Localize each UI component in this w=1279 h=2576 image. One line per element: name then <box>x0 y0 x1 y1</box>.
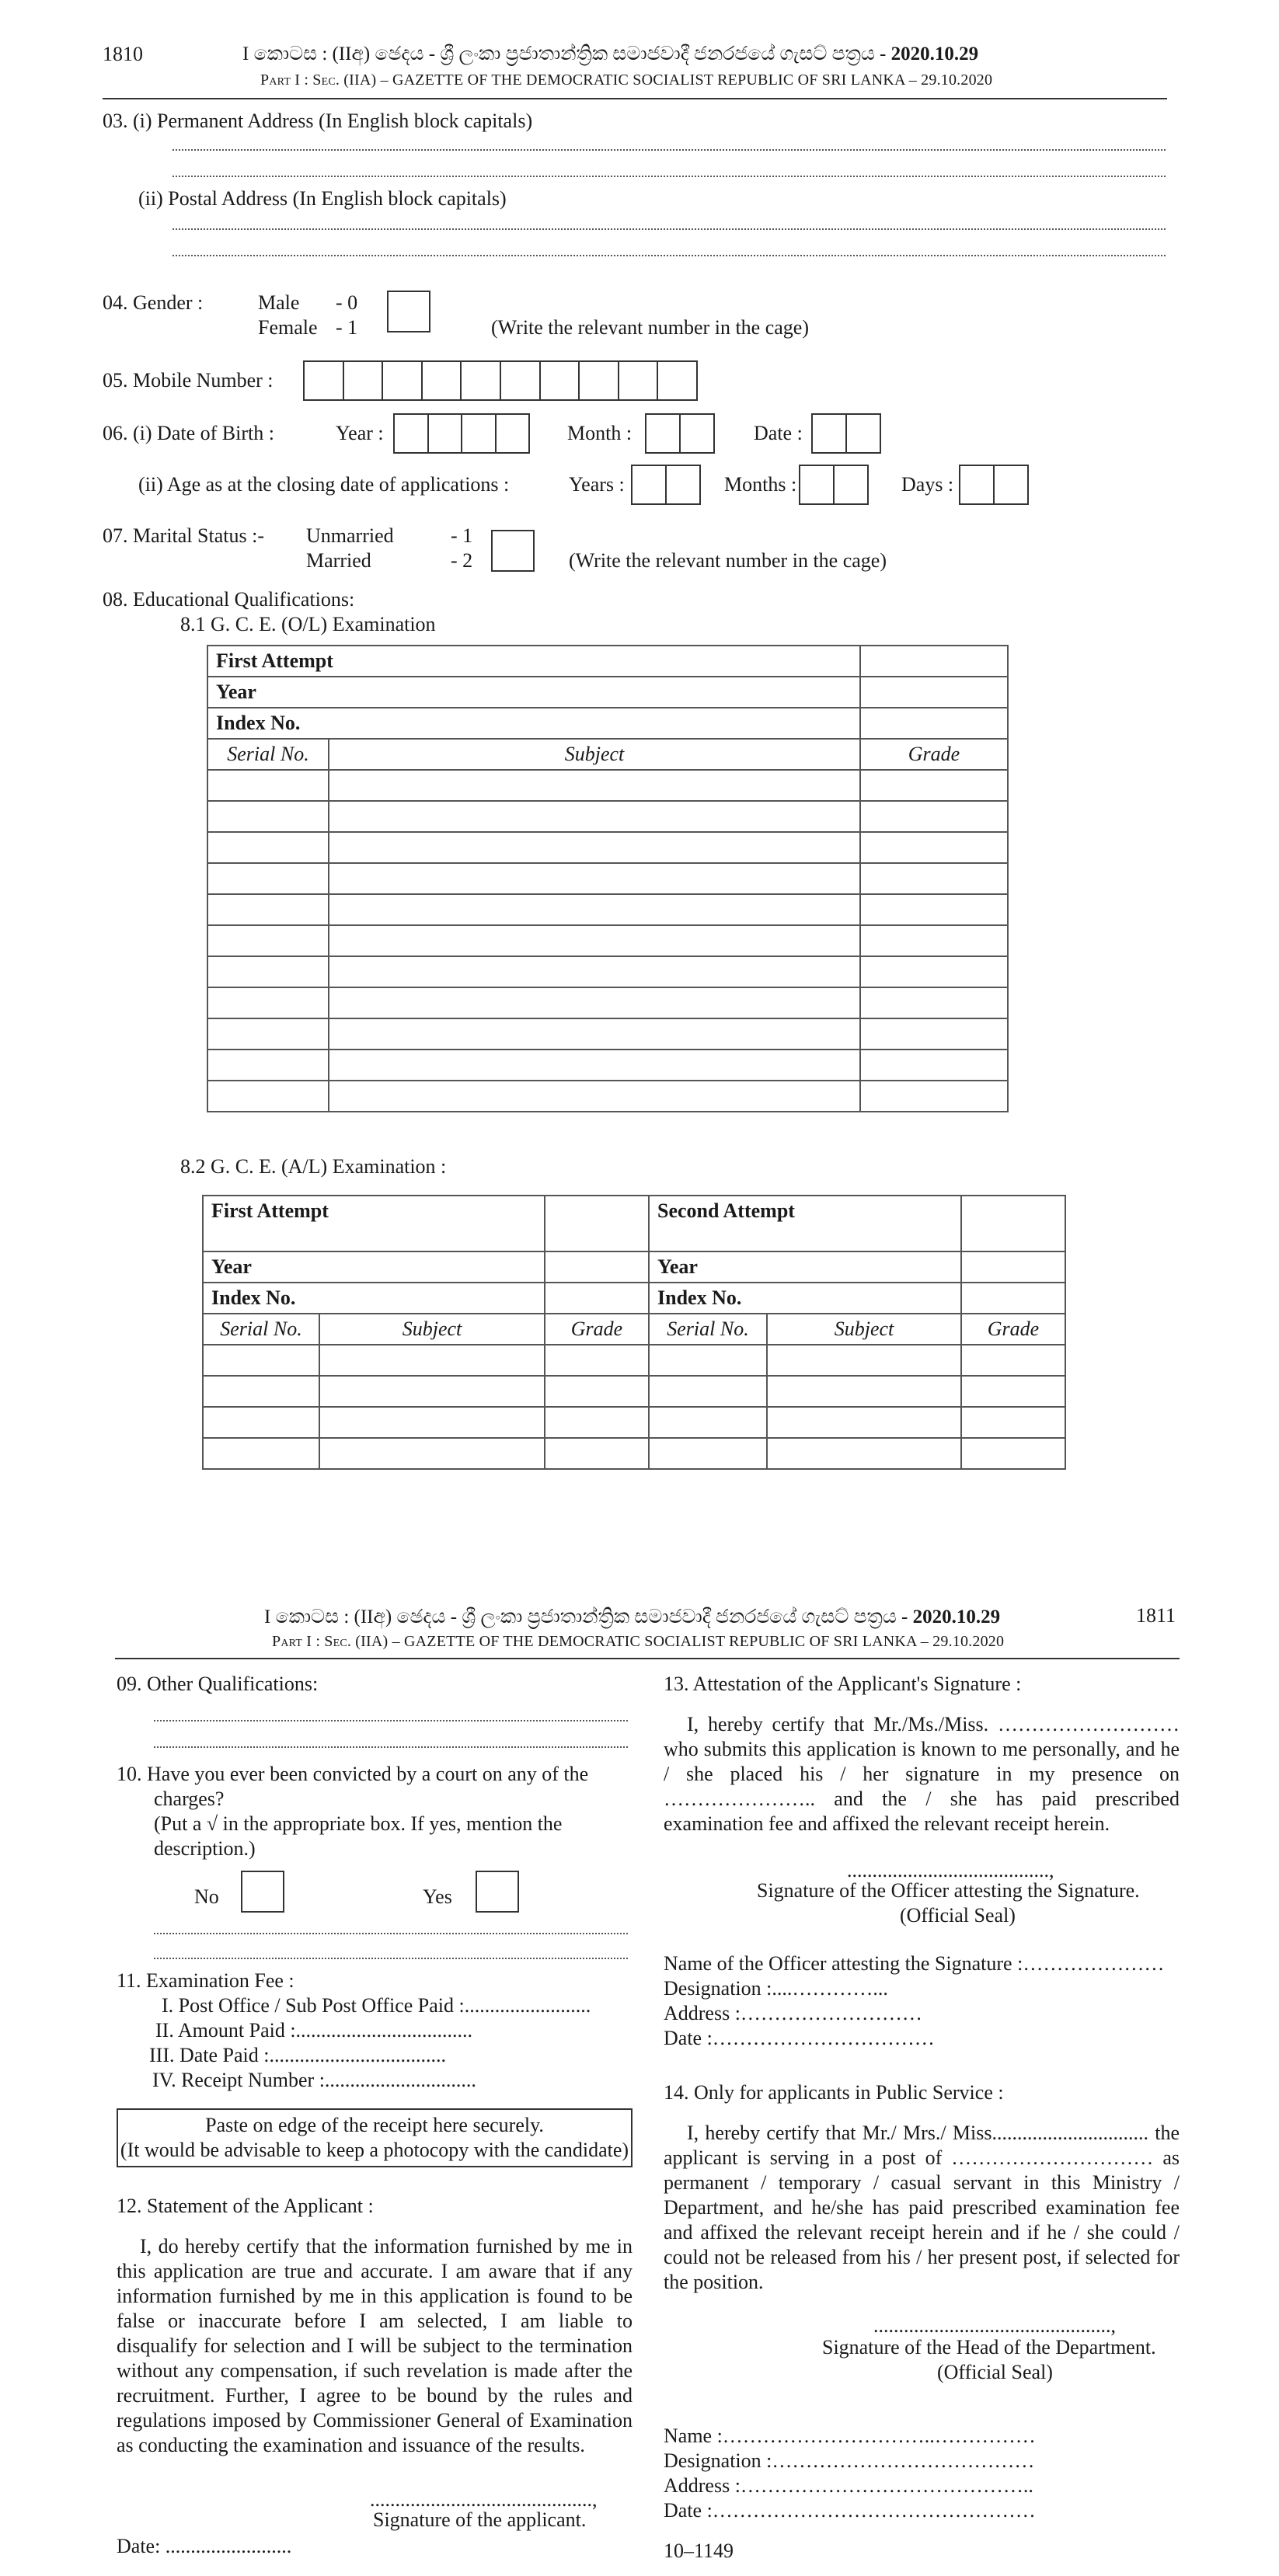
gender-female-code: - 1 <box>336 316 358 339</box>
applicant-signature-label: Signature of the applicant. <box>373 2508 587 2531</box>
receipt-instruction-1: Paste on edge of the receipt here securely. <box>205 2114 544 2136</box>
officer-name-field[interactable]: Name of the Officer attesting the Signature :………………… <box>664 1952 1165 1975</box>
q11-exam-fee-label: 11. Examination Fee : <box>117 1969 294 1992</box>
gender-male-code: - 0 <box>336 291 358 314</box>
al-table <box>202 1195 1066 1470</box>
al-serial-header-2: Serial No. <box>649 1314 767 1345</box>
age-days-label: Days : <box>901 473 954 496</box>
exam-fee-item-4: IV. Receipt Number :.............................. <box>152 2069 476 2091</box>
header-rule <box>103 98 1167 99</box>
gender-female-label: Female <box>258 316 318 339</box>
page-number-2: 1811 <box>1136 1604 1176 1627</box>
al-subject-header-1: Subject <box>319 1314 545 1345</box>
officer-designation-field[interactable]: Designation :....…………... <box>664 1977 888 2000</box>
permanent-address-line-2[interactable] <box>173 176 1166 177</box>
dob-date-label: Date : <box>754 422 803 444</box>
q07-marital-label: 07. Marital Status :- <box>103 524 264 547</box>
al-index-value-1[interactable] <box>545 1283 649 1314</box>
marital-married-code: - 2 <box>451 549 473 572</box>
table-row <box>207 1081 1008 1112</box>
q14-public-service-label: 14. Only for applicants in Public Service : <box>664 2081 1004 2104</box>
header-rule-2 <box>115 1658 1180 1659</box>
officer-address-field[interactable]: Address :……………………… <box>664 2002 922 2024</box>
ol-index-value[interactable] <box>860 708 1008 739</box>
al-subject-header-2: Subject <box>767 1314 961 1345</box>
head-official-seal: (Official Seal) <box>937 2361 1053 2383</box>
age-years-cells[interactable] <box>631 465 701 505</box>
ol-grade-header: Grade <box>860 739 1008 770</box>
footer-code: 10–1149 <box>664 2539 734 2562</box>
q12-statement-label: 12. Statement of the Applicant : <box>117 2195 374 2217</box>
other-qualifications-line-1[interactable] <box>154 1720 628 1721</box>
marital-note: (Write the relevant number in the cage) <box>569 549 887 572</box>
q10-line-2: charges? <box>154 1788 225 1810</box>
q10-line-3: (Put a √ in the appropriate box. If yes, mention the <box>154 1812 563 1835</box>
q03-permanent-address-label: 03. (i) Permanent Address (In English block capitals) <box>103 110 533 132</box>
al-serial-header-1: Serial No. <box>203 1314 319 1345</box>
officer-signature-label: Signature of the Officer attesting the Signature. <box>757 1879 1140 1902</box>
ol-subject-header: Subject <box>329 739 860 770</box>
receipt-paste-area[interactable] <box>117 2108 633 2167</box>
al-grade-header-2: Grade <box>961 1314 1065 1345</box>
page-number: 1810 <box>103 43 143 65</box>
applicant-signature-line[interactable]: ............................................, <box>370 2488 598 2511</box>
q12-statement-text: I, do hereby certify that the information furnished by me in this application are true and accurate. I am aware that if any information furnished by me in this application is found to be false or inaccurate before I am selected, I am liable to disqualify for selection and I will be subject to the termination without any compensation, if such revelation is made after the recruitment. Further, I agree to be bound by the rules and regulations imposed by Commissioner General of Examination as conducting the examination and issuance of the results. <box>117 2235 633 2456</box>
header-date-2: 2020.10.29 <box>912 1607 1001 1627</box>
age-months-label: Months : <box>724 473 797 496</box>
exam-fee-item-1: I. Post Office / Sub Post Office Paid :......................... <box>162 1994 591 2017</box>
officer-date-field[interactable]: Date :…………………………… <box>664 2027 935 2049</box>
age-years-label: Years : <box>569 473 625 496</box>
ol-first-attempt-value[interactable] <box>860 646 1008 677</box>
applicant-date-field[interactable]: Date: ......................... <box>117 2535 292 2557</box>
table-row <box>207 770 1008 801</box>
permanent-address-line-1[interactable] <box>173 149 1166 151</box>
table-row <box>207 863 1008 894</box>
ol-first-attempt-label: First Attempt <box>207 646 860 677</box>
head-signature-label: Signature of the Head of the Department. <box>822 2336 1156 2358</box>
q06-dob-label: 06. (i) Date of Birth : <box>103 422 274 444</box>
other-qualifications-line-2[interactable] <box>154 1746 628 1748</box>
ol-year-label: Year <box>207 677 860 708</box>
conviction-no-label: No <box>194 1885 219 1908</box>
q03-postal-address-label: (ii) Postal Address (In English block capitals) <box>138 187 507 210</box>
ol-table <box>207 645 1009 1112</box>
header-date: 2020.10.29 <box>890 44 979 64</box>
al-grade-header-1: Grade <box>545 1314 649 1345</box>
officer-signature-line[interactable]: ........................................, <box>847 1859 1054 1882</box>
dob-date-cells[interactable] <box>811 413 881 454</box>
al-first-attempt-label: First Attempt <box>203 1196 545 1251</box>
table-row <box>207 987 1008 1018</box>
dob-year-cells[interactable] <box>393 413 530 454</box>
al-year-value-1[interactable] <box>545 1251 649 1283</box>
al-exam-label: 8.2 G. C. E. (A/L) Examination : <box>180 1155 447 1178</box>
table-row <box>207 832 1008 863</box>
postal-address-line-2[interactable] <box>173 255 1166 256</box>
officer-official-seal: (Official Seal) <box>900 1904 1016 1927</box>
table-row <box>203 1376 1065 1407</box>
table-row <box>203 1407 1065 1438</box>
al-year-value-2[interactable] <box>961 1251 1065 1283</box>
q08-education-label: 08. Educational Qualifications: <box>103 588 355 611</box>
marital-unmarried-code: - 1 <box>451 524 473 547</box>
table-row <box>207 1018 1008 1050</box>
al-index-label-2: Index No. <box>649 1283 961 1314</box>
header-english: Part I : Sec. (IIA) – GAZETTE OF THE DEMOCRATIC SOCIALIST REPUBLIC OF SRI LANKA – 29.10.2020 <box>260 71 993 89</box>
age-label: (ii) Age as at the closing date of applications : <box>138 473 510 496</box>
dob-month-cells[interactable] <box>645 413 715 454</box>
table-row <box>207 894 1008 925</box>
header-sinhala-2: I කොටස : (IIඅ) ඡෙදය - ශ්‍රී ලංකා ප්‍රජාතාන්ත්‍රික සමාජවාදී ජනරජයේ ගැසට් පත්‍රය - 2020.10.29 <box>264 1607 1001 1627</box>
table-row <box>203 1438 1065 1469</box>
age-months-cells[interactable] <box>799 465 869 505</box>
header-sinhala: I කොටස : (IIඅ) ඡෙදය - ශ්‍රී ලංකා ප්‍රජාතාන්ත්‍රික සමාජවාදී ජනරජයේ ගැසට් පත්‍රය - 2020.10.29 <box>242 44 979 64</box>
gender-cage[interactable] <box>387 291 430 332</box>
q13-attestation-label: 13. Attestation of the Applicant's Signature : <box>664 1673 1022 1695</box>
al-second-attempt-label: Second Attempt <box>649 1196 961 1251</box>
al-index-value-2[interactable] <box>961 1283 1065 1314</box>
ol-exam-label: 8.1 G. C. E. (O/L) Examination <box>180 613 436 635</box>
conviction-yes-label: Yes <box>423 1885 452 1908</box>
marital-married-label: Married <box>306 549 371 572</box>
conviction-description-line-2[interactable] <box>154 1958 628 1959</box>
q05-mobile-label: 05. Mobile Number : <box>103 369 274 392</box>
marital-unmarried-label: Unmarried <box>306 524 394 547</box>
al-second-attempt-value[interactable] <box>961 1196 1065 1251</box>
al-year-label-2: Year <box>649 1251 961 1283</box>
ol-index-label: Index No. <box>207 708 860 739</box>
dob-year-label: Year : <box>336 422 384 444</box>
head-name-field[interactable]: Name :…………………………..…………… <box>664 2425 1036 2447</box>
conviction-yes-checkbox[interactable] <box>476 1871 519 1913</box>
receipt-instruction-2: (It would be advisable to keep a photocopy with the candidate) <box>120 2139 629 2161</box>
q09-other-qualifications-label: 09. Other Qualifications: <box>117 1673 319 1695</box>
q10-line-4: description.) <box>154 1837 256 1860</box>
head-address-field[interactable]: Address :…………………………………….. <box>664 2474 1033 2497</box>
ol-year-value[interactable] <box>860 677 1008 708</box>
al-index-label-1: Index No. <box>203 1283 545 1314</box>
mobile-number-cells[interactable] <box>303 360 698 401</box>
ol-serial-header: Serial No. <box>207 739 329 770</box>
gender-note: (Write the relevant number in the cage) <box>491 316 809 339</box>
head-signature-line[interactable]: ..............................................., <box>873 2314 1116 2337</box>
table-row <box>207 1050 1008 1081</box>
q14-public-service-text: I, hereby certify that Mr./ Mrs./ Miss............................... the applicant is serving in a post of ………………………… as permanent / temporary / casual servant in this Ministry / Department, and he/she has paid prescribed examination fee and affixed the relevant receipt herein and if he / she could / could not be released from his / her present post, if selected for the position. <box>664 2122 1180 2293</box>
header-english-2: Part I : Sec. (IIA) – GAZETTE OF THE DEMOCRATIC SOCIALIST REPUBLIC OF SRI LANKA – 29.10.2020 <box>272 1633 1005 1650</box>
postal-address-line-1[interactable] <box>173 228 1166 230</box>
exam-fee-item-3: III. Date Paid :................................... <box>149 2044 447 2066</box>
table-row <box>203 1345 1065 1376</box>
conviction-no-checkbox[interactable] <box>241 1871 284 1913</box>
table-row <box>207 801 1008 832</box>
marital-cage[interactable] <box>491 530 535 572</box>
head-date-field[interactable]: Date :………………………………………… <box>664 2499 1036 2522</box>
gender-male-label: Male <box>258 291 300 314</box>
conviction-description-line-1[interactable] <box>154 1933 628 1934</box>
table-row <box>207 956 1008 987</box>
table-row <box>207 925 1008 956</box>
q04-gender-label: 04. Gender : <box>103 291 204 314</box>
head-designation-field[interactable]: Designation :………………………………… <box>664 2449 1035 2472</box>
q10-line-1: 10. Have you ever been convicted by a court on any of the <box>117 1763 589 1785</box>
q13-attestation-text: I, hereby certify that Mr./Ms./Miss. ……………………… who submits this application is known to me personally, and he / she placed his / her signature in my presence on ………………….. and the / she has paid prescribed examination fee and affixed the relevant receipt herein. <box>664 1713 1180 1835</box>
exam-fee-item-2: II. Amount Paid :................................... <box>155 2019 473 2042</box>
al-year-label-1: Year <box>203 1251 545 1283</box>
age-days-cells[interactable] <box>959 465 1029 505</box>
al-first-attempt-value[interactable] <box>545 1196 649 1251</box>
dob-month-label: Month : <box>567 422 633 444</box>
